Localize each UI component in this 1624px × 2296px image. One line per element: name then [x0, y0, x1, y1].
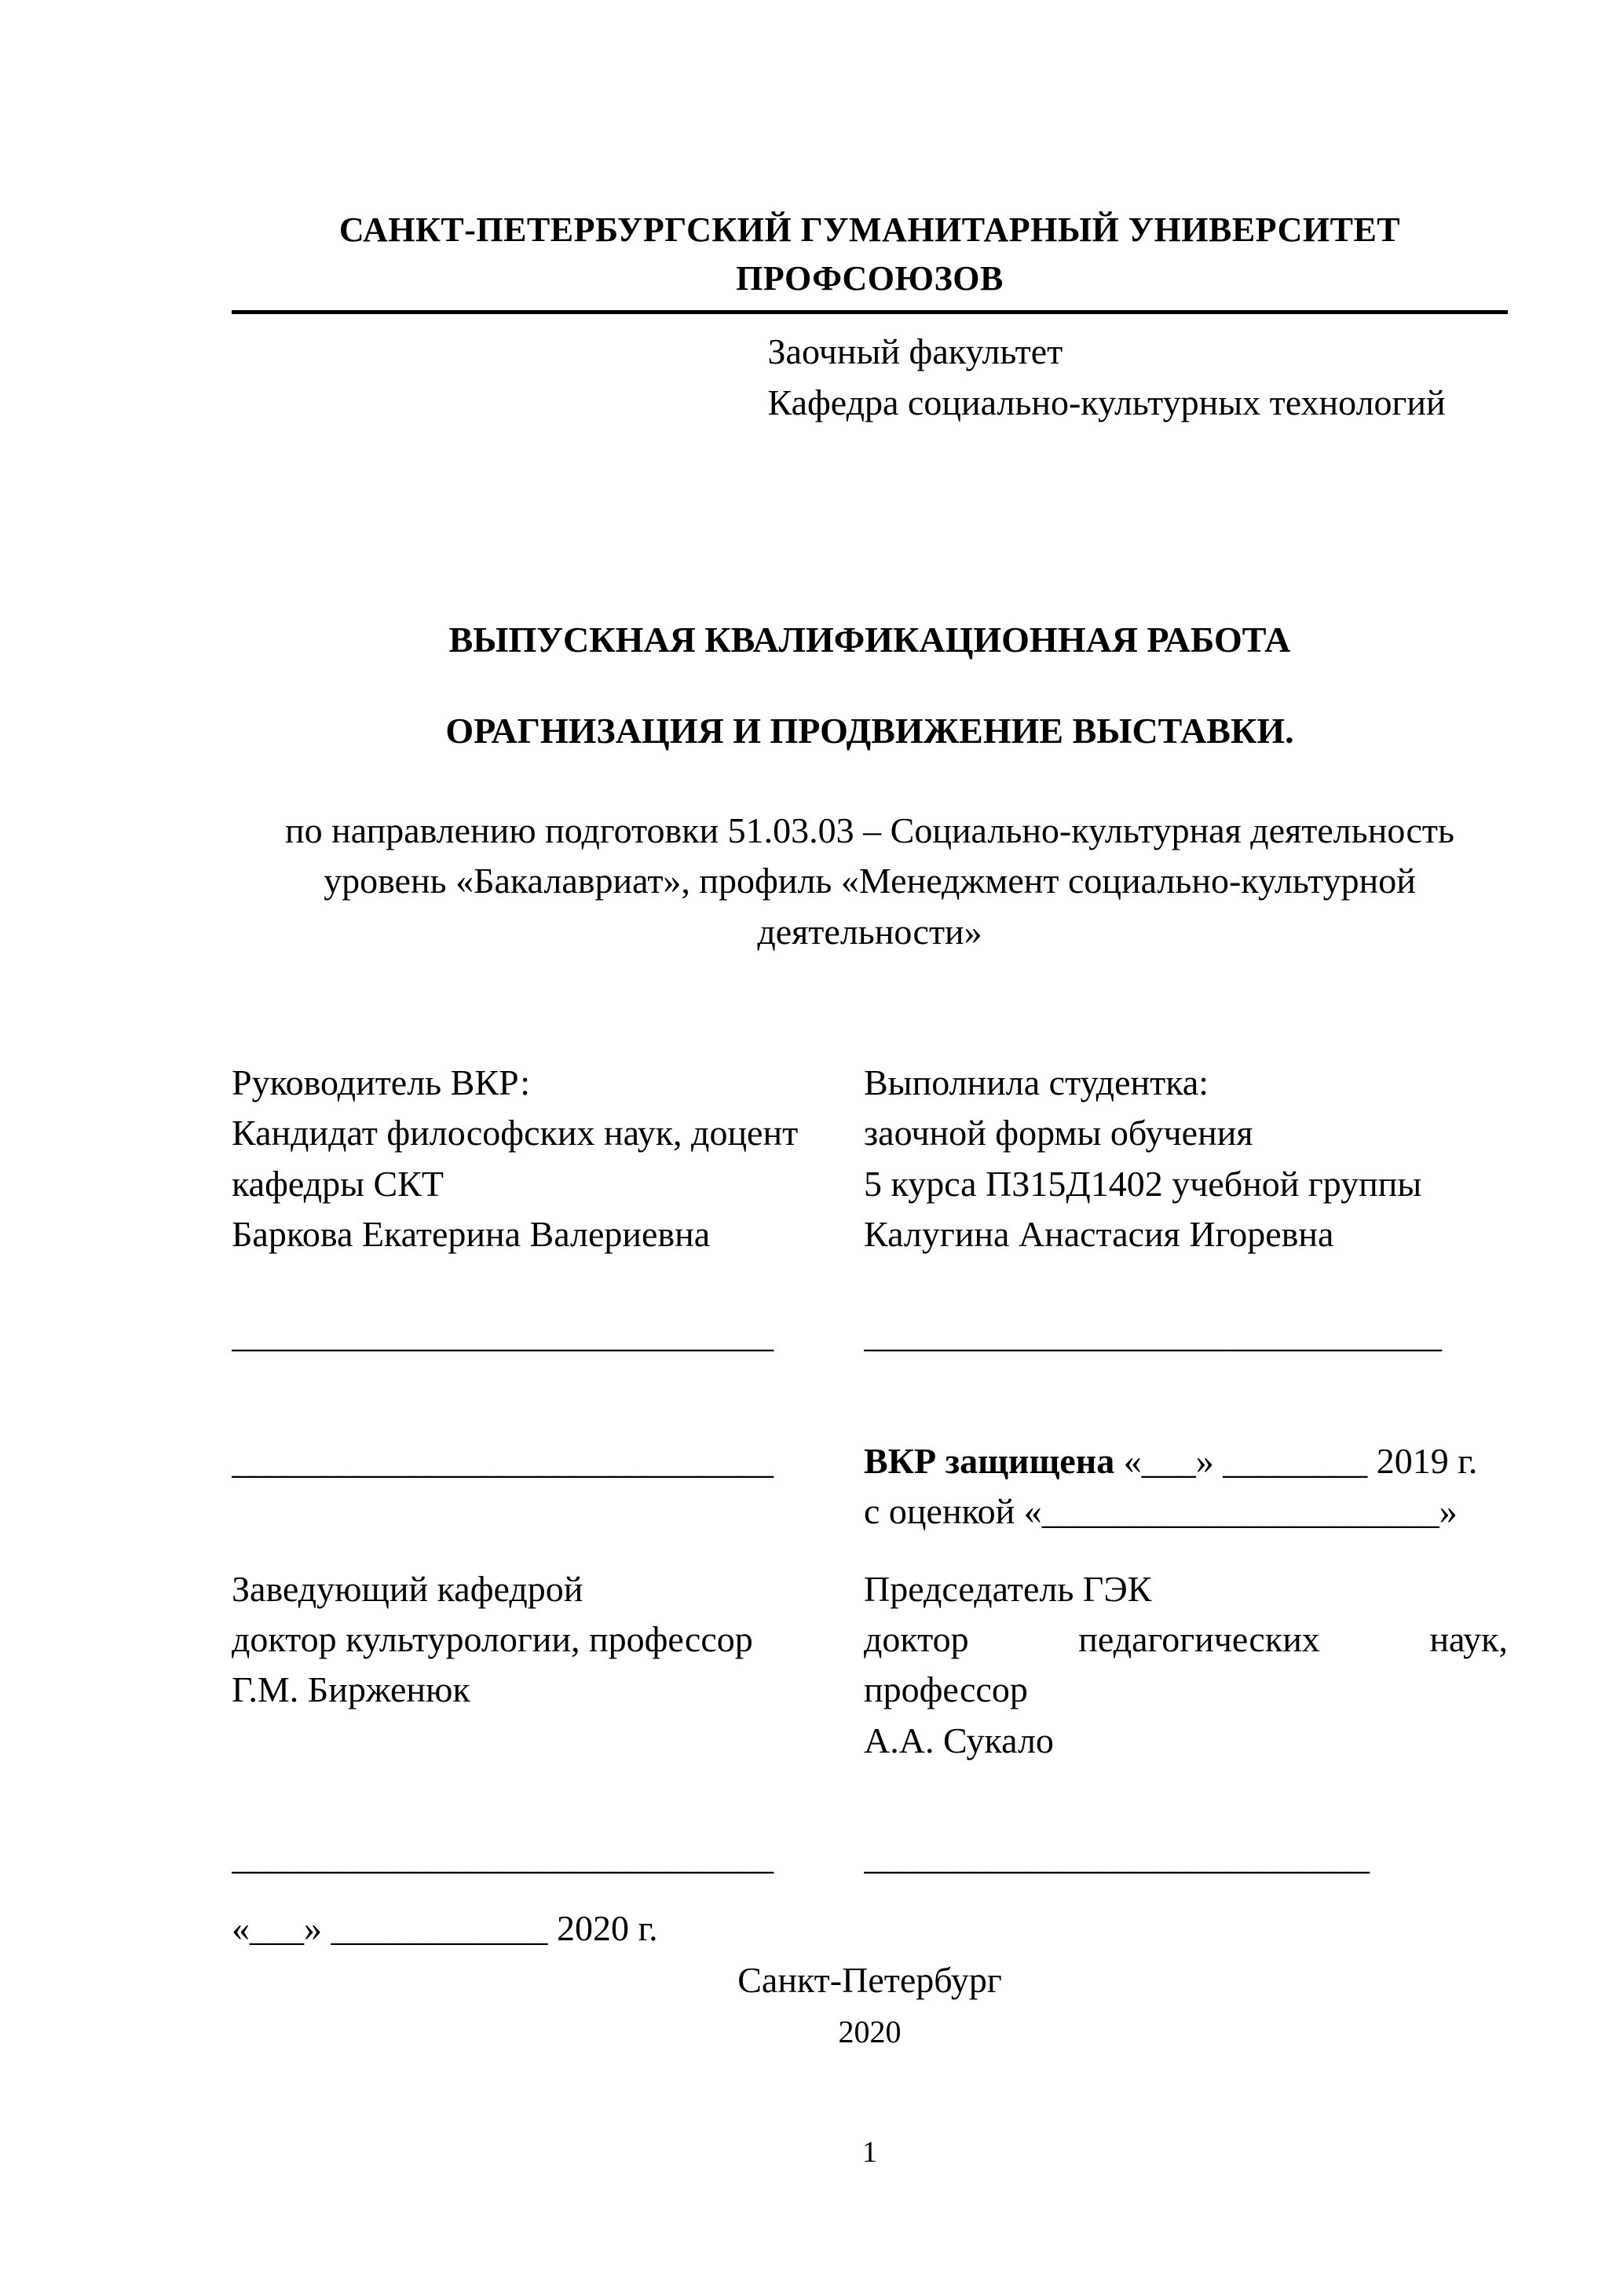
grade-line: с оценкой «______________________»	[864, 1491, 1458, 1532]
supervisor-degree-line-2: кафедры СКТ	[232, 1163, 444, 1204]
supervisor-name: Баркова Екатерина Валериевна	[232, 1214, 711, 1255]
committee-chair-label: Председатель ГЭК	[864, 1568, 1152, 1609]
department-head-block	[232, 1564, 864, 1716]
department-head-degree: доктор культурологии, профессор	[232, 1619, 753, 1660]
defended-date-blank: «___» ________ 2019 г.	[1123, 1440, 1478, 1481]
people-row	[232, 1058, 1508, 1260]
program-line-1: по направлению подготовки 51.03.03 – Социально-культурная деятельность	[284, 810, 1454, 850]
program-line-2: уровень «Бакалавриат», профиль «Менеджмент социально-культурной	[324, 861, 1416, 901]
student-block	[864, 1058, 1508, 1260]
committee-chair-block	[864, 1564, 1508, 1767]
committee-chair-degree-line-1: доктор педагогических наук,	[864, 1619, 1508, 1660]
work-title-block	[232, 615, 1508, 757]
student-line-1: заочной формы обучения	[864, 1113, 1253, 1153]
committee-chair-degree-line-2: профессор	[864, 1669, 1028, 1710]
department-name: Кафедра социально-культурных технологий	[767, 382, 1446, 422]
committee-chair-name: А.А. Сукало	[864, 1720, 1054, 1760]
defended-row	[232, 1436, 1508, 1537]
defended-block	[864, 1436, 1508, 1537]
program-block	[232, 806, 1508, 957]
org-block	[768, 327, 1509, 428]
work-subject-title: ОРАГНИЗАЦИЯ И ПРОДВИЖЕНИЕ ВЫСТАВКИ.	[445, 711, 1294, 751]
student-signature-line: ________________________________	[864, 1314, 1442, 1355]
department-head-signature-line: ______________________________	[232, 1837, 774, 1877]
approval-date-line: «___» ____________ 2020 г.	[232, 1907, 658, 1948]
supervisor-degree-line-1: Кандидат философских наук, доцент	[232, 1113, 799, 1153]
defended-label: ВКР защищена	[864, 1440, 1115, 1481]
signature-row-1	[232, 1310, 1508, 1360]
city-name: Санкт-Петербург	[737, 1960, 1002, 2000]
student-name: Калугина Анастасия Игоревна	[864, 1214, 1334, 1255]
work-type-title: ВЫПУСКНАЯ КВАЛИФИКАЦИОННАЯ РАБОТА	[448, 619, 1291, 660]
supervisor-signature-line: ______________________________	[232, 1314, 774, 1355]
approval-left-signature-line: ______________________________	[232, 1440, 774, 1481]
supervisor-block	[232, 1058, 864, 1260]
publication-year: 2020	[838, 2014, 902, 2050]
program-line-3: деятельности»	[757, 911, 982, 952]
supervisor-label: Руководитель ВКР:	[232, 1062, 531, 1102]
page-number: 1	[862, 2135, 877, 2169]
faculty-name: Заочный факультет	[767, 331, 1063, 372]
student-label: Выполнила студентка:	[864, 1062, 1209, 1102]
signature-row-2	[232, 1832, 1508, 1882]
student-line-2: 5 курса ПЗ15Д1402 учебной группы	[864, 1163, 1422, 1204]
department-head-label: Заведующий кафедрой	[232, 1568, 583, 1609]
committee-chair-signature-line: ____________________________	[864, 1837, 1370, 1877]
university-name: САНКТ-ПЕТЕРБУРГСКИЙ ГУМАНИТАРНЫЙ УНИВЕРСИТЕТ ПРОФСОЮЗОВ	[232, 206, 1508, 314]
officials-row	[232, 1564, 1508, 1767]
department-head-name: Г.М. Бирженюк	[232, 1669, 470, 1710]
defended-line	[864, 1436, 1508, 1486]
